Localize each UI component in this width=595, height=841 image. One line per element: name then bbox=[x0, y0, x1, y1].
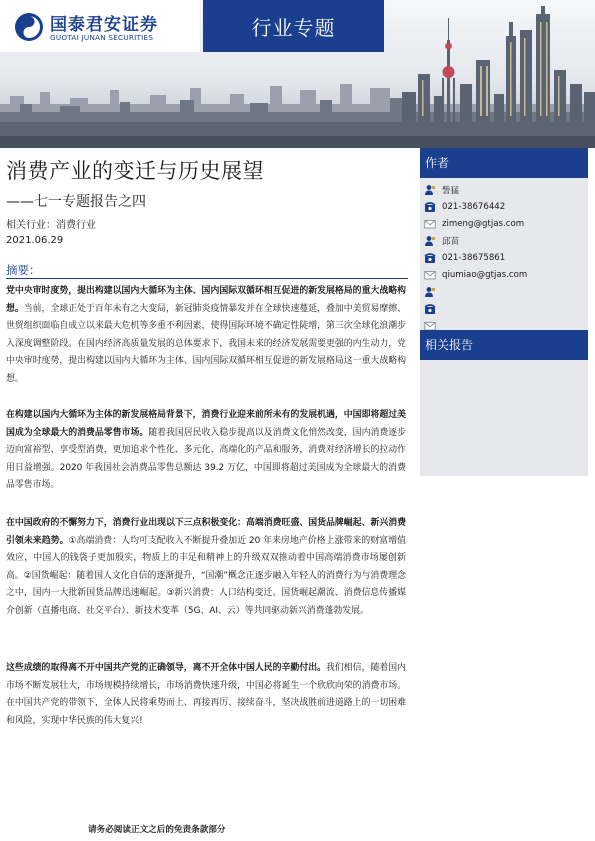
report-date: 2021.06.29 bbox=[6, 235, 64, 246]
author-2-email-row bbox=[424, 268, 527, 282]
phone-icon bbox=[424, 303, 436, 315]
report-header-banner bbox=[0, 0, 595, 148]
author-1-name-row bbox=[424, 183, 459, 197]
empty-phone-row bbox=[424, 302, 442, 316]
sidebar-panel bbox=[420, 148, 588, 476]
mail-icon bbox=[424, 218, 436, 230]
author-2-name-row bbox=[424, 234, 459, 248]
person-icon bbox=[424, 184, 436, 196]
related-reports-header: 相关报告 bbox=[420, 330, 588, 360]
logo-emblem-icon bbox=[14, 12, 44, 42]
abstract-body-3: ①高端消费：人均可支配收入不断提升叠加近 20 年来房地产价格上涨带来的财富增值效应，中国人的钱袋子更加殷实，物质上的丰足和精神上的升级双双推动着中国高端消费市场屡创新高。②国货崛起：随着国人文化自信的逐渐提升，“国潮”概念正逐步融入年轻人的消费行为与消费理念之中，国内一大批新国货品牌迅速崛起。③新兴消费：人口结构变迁、国货崛起潮流、消费信息传播媒介创新（直播电商、社交平台）、新技术变革（5G、AI、云）等共同驱动新兴消费蓬勃发展。 bbox=[6, 535, 406, 616]
abstract-paragraph-2 bbox=[6, 407, 406, 495]
abstract-divider bbox=[6, 278, 408, 279]
author-1-email[interactable]: zimeng@gtjas.com bbox=[442, 219, 525, 229]
related-industry: 相关行业：消费行业 bbox=[6, 220, 96, 231]
author-2-phone: 021-38675861 bbox=[442, 253, 506, 263]
abstract-paragraph-4 bbox=[6, 660, 406, 730]
report-subtitle: ——七一专题报告之四 bbox=[6, 194, 146, 210]
logo-chinese-name: 国泰君安证券 bbox=[50, 15, 158, 35]
abstract-paragraph-1 bbox=[6, 283, 406, 389]
abstract-lead-3: 在中国政府的不懈努力下，消费行业出现以下三点积极变化：高端消费旺盛、国货品牌崛起、新兴消费引领未来趋势。 bbox=[6, 518, 406, 546]
disclaimer-footer: 请务必阅读正文之后的免责条款部分 bbox=[88, 825, 226, 835]
abstract-body-4: 我们相信，随着国内市场不断发展壮大，市场规模持续增长，市场消费快速升级，中国必将诞生一个欣欣向荣的消费市场。在中国共产党的带领下，全体人民将乘势而上、再接再厉、接续奋斗，坚决战胜前进道路上的一切困难和风险，实现中华民族的伟大复兴! bbox=[6, 663, 407, 726]
report-type-tag: 行业专题 bbox=[203, 0, 384, 52]
logo-english-name: GUOTAI JUNAN SECURITIES bbox=[50, 33, 154, 42]
mail-icon bbox=[424, 269, 436, 281]
author-1-phone: 021-38676442 bbox=[442, 202, 506, 212]
person-icon bbox=[424, 286, 436, 298]
authors-header: 作者 bbox=[420, 148, 588, 178]
abstract-body-1: 当前，全球正处于百年未有之大变局，新冠肺炎疫情暴发并在全球快速蔓延，叠加中美贸易摩擦、世贸组织面临自成立以来最大危机等多重不利因素，使得国际环境不确定性陡增，第三次全球化浪潮步入深度调整阶段。在国内经济高质量发展的总体要求下，我国未来的经济发展需要更强的内生动力，党中央审时度势，提出构建以国内大循环为主体、国内国际双循环相互促进的新发展格局这一重大战略构想。 bbox=[6, 303, 406, 384]
abstract-lead-4: 这些成绩的取得离不开中国共产党的正确领导，离不开全体中国人民的辛勤付出。 bbox=[6, 663, 327, 673]
abstract-label: 摘要： bbox=[6, 263, 41, 277]
person-icon bbox=[424, 235, 436, 247]
brand-logo bbox=[0, 0, 200, 52]
abstract-lead-1: 党中央审时度势，提出构建以国内大循环为主体、国内国际双循环相互促进的新发展格局的重大战略构想。 bbox=[6, 286, 406, 314]
phone-icon bbox=[424, 252, 436, 264]
abstract-body-2: 随着我国居民收入稳步提高以及消费文化悄然改变，国内消费逐步迈向富裕型、享受型消费，更加追求个性化、多元化、高端化的产品和服务，消费对经济增长的拉动作用日益增强。2020 年我国社会消费品零售总额达 39.2 万亿，中国即将超过美国成为全球最大的消费品零售市场。 bbox=[6, 427, 407, 491]
report-title: 消费产业的变迁与历史展望 bbox=[6, 159, 264, 183]
empty-name-row bbox=[424, 285, 442, 299]
phone-icon bbox=[424, 201, 436, 213]
abstract-lead-2: 在构建以国内大循环为主体的新发展格局背景下，消费行业迎来前所未有的发展机遇，中国即将超过美国成为全球最大的消费品零售市场。 bbox=[6, 410, 406, 438]
abstract-paragraph-3 bbox=[6, 515, 406, 621]
author-1-email-row bbox=[424, 217, 524, 231]
author-1-name: 訾猛 bbox=[442, 186, 460, 196]
author-2-name: 邱苗 bbox=[442, 237, 460, 247]
author-1-phone-row bbox=[424, 200, 505, 214]
author-2-phone-row bbox=[424, 251, 505, 265]
author-2-email[interactable]: qiumiao@gtjas.com bbox=[442, 270, 528, 280]
